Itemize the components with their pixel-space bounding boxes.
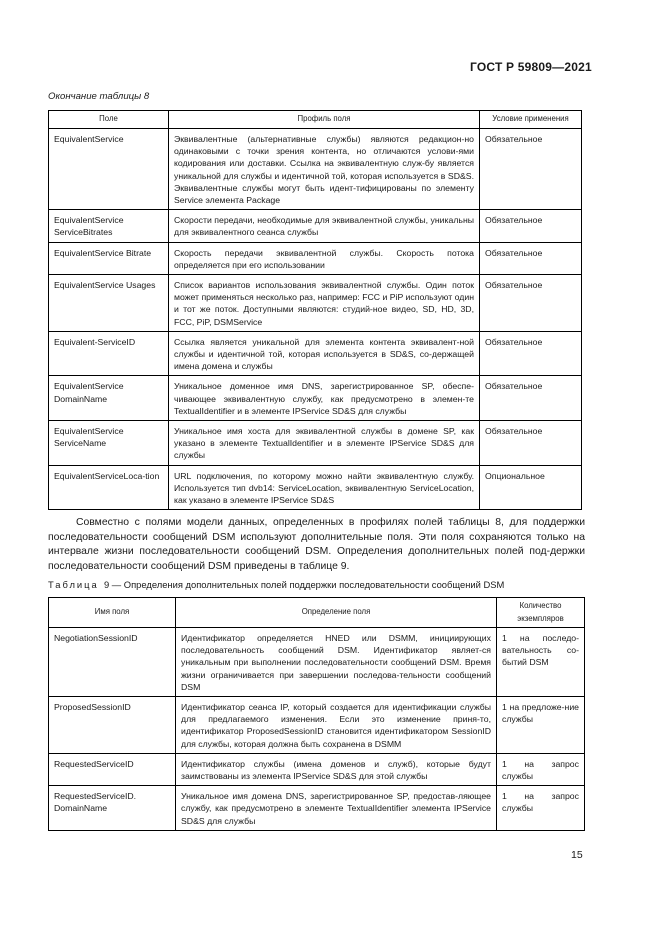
page-number: 15 (571, 849, 583, 861)
field-profile: Список вариантов использования эквивалентной службы. Один поток может применяться несколько раз, например: FCC и PiP используют один и тот же поток. Доступными являются: студий-ное видео, SD, HD, 3D, FCC, PiP, DSMService (169, 275, 480, 332)
table-9 (48, 597, 585, 831)
table-row (49, 421, 582, 466)
field-name: EquivalentService Bitrate (49, 242, 169, 274)
field-name: ProposedSessionID (49, 697, 176, 754)
field-condition: Опциональное (480, 465, 582, 510)
field-profile: URL подключения, по которому можно найти эквивалентную службу. Используется тип dvb14: ServiceLocation, эквивалентную ServiceLocation, как указано в элементе IPService SD&S (169, 465, 480, 510)
field-definition: Идентификатор определяется HNED или DSMM, инициирующих последовательность сообщений DSM. Идентификатор являет-ся уникальным при выполнении последовательности сообщений DSM. Время жизни ограничивается при завершении последова-тельности сообщений DSM (176, 628, 497, 697)
field-definition: Идентификатор службы (имена доменов и служб), которые будут заимствованы из элемента IPService SD&S для этой службы (176, 753, 497, 785)
field-condition: Обязательное (480, 275, 582, 332)
table9-header-count: Количество экземпляров (497, 598, 585, 628)
field-count: 1 на предложе-ние службы (497, 697, 585, 754)
table8-continuation-caption: Окончание таблицы 8 (48, 91, 150, 102)
field-name: NegotiationSessionID (49, 628, 176, 697)
table-row (49, 753, 585, 785)
field-name: EquivalentService (49, 129, 169, 210)
field-profile: Ссылка является уникальной для элемента контента эквивалент-ной службы и идентичной той, которая используется в SD&S, со-держащей имена домена и службы (169, 331, 480, 376)
field-name: RequestedServiceID (49, 753, 176, 785)
field-profile: Скорости передачи, необходимые для эквивалентной службы, уникальны для эквивалентного сеанса службы (169, 210, 480, 242)
field-definition: Уникальное имя домена DNS, зарегистрированное SP, предостав-ляющее службу, как предусмотрено в элементе TextualIdentifier элемента IPService SD&S для службы (176, 786, 497, 831)
table-row (49, 331, 582, 376)
field-condition: Обязательное (480, 331, 582, 376)
field-profile: Уникальное доменное имя DNS, зарегистрированное SP, обеспе-чивающее эквивалентную службу, как предусмотрено в элемен-те TextualIdentifier и в элементе IPService SD&S для службы (169, 376, 480, 421)
field-condition: Обязательное (480, 210, 582, 242)
field-profile: Скорость передачи эквивалентной службы. Скорость потока определяется при его использовании (169, 242, 480, 274)
table-row (49, 376, 582, 421)
table8-header-condition: Условие применения (480, 111, 582, 129)
paragraph-text: Совместно с полями модели данных, определенных в профилях полей таблицы 8, для поддержки последовательности сообщений DSM используют дополнительные поля. Эти поля сохраняются только на интервале жизни последовательности сообщений DSM. Определения дополнительных полей под-держки последовательности сообщений DSM приведены в таблице 9. (48, 517, 585, 572)
table-row (49, 786, 585, 831)
table-row (49, 242, 582, 274)
table8-header-field: Поле (49, 111, 169, 129)
field-name: RequestedServiceID. DomainName (49, 786, 176, 831)
table9-header-definition: Определение поля (176, 598, 497, 628)
table9-caption-label: Таблица (48, 579, 99, 590)
table-row (49, 129, 582, 210)
table-8 (48, 110, 582, 510)
table-row (49, 275, 582, 332)
table8-header-profile: Профиль поля (169, 111, 480, 129)
field-profile: Уникальное имя хоста для эквивалентной службы в домене SP, как указано в элементе TextualIdentifier и в элементе IPService SD&S для службы (169, 421, 480, 466)
field-name: EquivalentService ServiceName (49, 421, 169, 466)
document-code: ГОСТ Р 59809—2021 (470, 60, 592, 74)
field-condition: Обязательное (480, 242, 582, 274)
field-definition: Идентификатор сеанса IP, который создается для идентификации службы для предлагаемого изменения. Если это изменение приня-то, идентификатор ProposedSessionID становится идентификатором SessionID для службы, которая должна быть сохранена в DSMM (176, 697, 497, 754)
field-condition: Обязательное (480, 376, 582, 421)
field-name: EquivalentService ServiceBitrates (49, 210, 169, 242)
table9-caption-title: 9 — Определения дополнительных полей поддержки последовательности сообщений DSM (103, 579, 505, 590)
field-name: Equivalent-ServiceID (49, 331, 169, 376)
field-count: 1 на запрос службы (497, 753, 585, 785)
table-row (49, 465, 582, 510)
field-count: 1 на последо-вательность со-бытий DSM (497, 628, 585, 697)
table9-header-name: Имя поля (49, 598, 176, 628)
field-count: 1 на запрос службы (497, 786, 585, 831)
field-name: EquivalentServiceLoca-tion (49, 465, 169, 510)
table-row (49, 697, 585, 754)
table9-caption (48, 579, 504, 590)
field-name: EquivalentService Usages (49, 275, 169, 332)
field-condition: Обязательное (480, 129, 582, 210)
field-condition: Обязательное (480, 421, 582, 466)
table-row (49, 210, 582, 242)
field-profile: Эквивалентные (альтернативные службы) являются редакцион-но одинаковыми с точки зрения контента, но отличаются услови-ями кодирования или доставки. Ссылка на эквивалентную служ-бу является уникальной для службы и идентичной той, которая используется в SD&S. Эквивалентные службы могут быть идент-тифицированы по элементу Service элемента Package (169, 129, 480, 210)
body-paragraph (48, 516, 585, 574)
table-row (49, 628, 585, 697)
field-name: EquivalentService DomainName (49, 376, 169, 421)
